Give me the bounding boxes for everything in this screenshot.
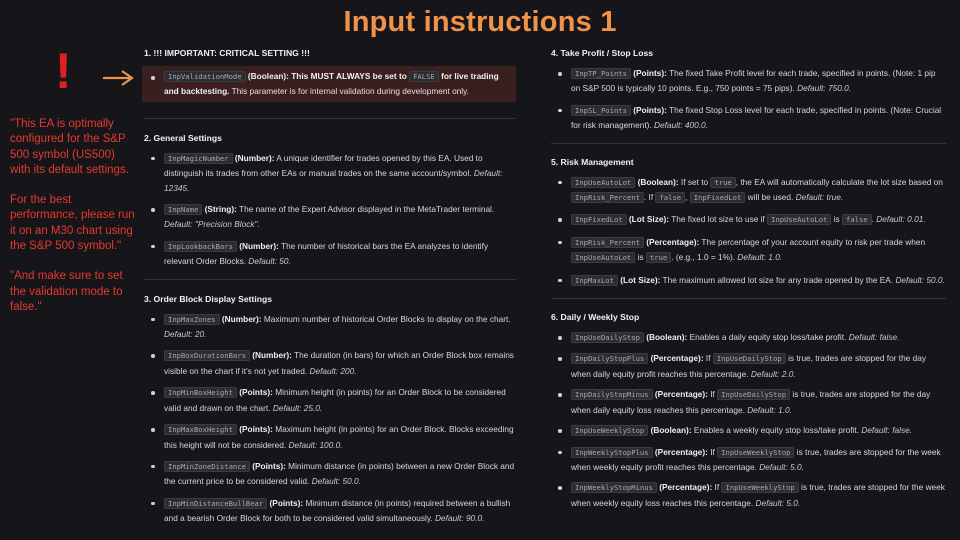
param-code: InpMinZoneDistance bbox=[164, 461, 250, 472]
param-type: (Points): bbox=[239, 387, 273, 398]
list-item bbox=[144, 422, 516, 452]
param-desc: is bbox=[637, 252, 644, 263]
list-item bbox=[144, 496, 516, 526]
param-default: Default: 100.0. bbox=[288, 439, 343, 450]
param-code: InpSL_Points bbox=[571, 105, 631, 116]
param-default: Default: 12345. bbox=[164, 168, 503, 193]
param-desc: If bbox=[710, 446, 715, 457]
param-desc: If bbox=[710, 389, 715, 400]
divider bbox=[551, 143, 946, 144]
param-type: (Percentage): bbox=[646, 236, 700, 247]
param-desc: Maximum number of historical Order Blocks to display on the chart. bbox=[263, 313, 511, 324]
param-default: Default: 20. bbox=[164, 329, 207, 340]
param-default: Default: 5.0. bbox=[755, 497, 801, 508]
param-desc: Minimum distance (in points) between a new Order Block and the current price to be considered valid. bbox=[164, 460, 515, 487]
side-note-line: "This EA is optimally configured for the S&P 500 symbol (US500) with its default settings. bbox=[10, 118, 129, 176]
section-title: 3. Order Block Display Settings bbox=[144, 293, 272, 304]
param-default: Default: 2.0. bbox=[750, 368, 796, 379]
list-item bbox=[551, 235, 946, 266]
param-type: (Lot Size): bbox=[620, 274, 661, 285]
param-code: InpFixedLot bbox=[690, 192, 746, 203]
divider bbox=[144, 118, 516, 119]
param-code: FALSE bbox=[409, 71, 439, 82]
param-code: InpUseDailyStop bbox=[717, 389, 790, 400]
critical-text: This MUST ALWAYS be set to bbox=[291, 71, 407, 81]
param-default: Default: 5.0. bbox=[759, 461, 804, 472]
param-code: InpWeeklyStopPlus bbox=[571, 447, 653, 458]
param-default: Default: false. bbox=[861, 425, 913, 436]
param-desc: is true, trades are stopped for the week when weekly equity loss reaches this percentage. bbox=[571, 482, 945, 508]
param-code: InpUseDailyStop bbox=[713, 353, 786, 364]
critical-text: for live trading and backtesting. bbox=[164, 71, 499, 97]
param-code: InpBoxDurationBars bbox=[164, 350, 250, 361]
param-code: InpLookbackBars bbox=[164, 241, 237, 252]
list-item bbox=[144, 348, 516, 378]
param-type: (Percentage): bbox=[654, 389, 708, 400]
list-item bbox=[144, 239, 516, 269]
param-desc: If set to bbox=[680, 176, 709, 187]
section-title: 4. Take Profit / Stop Loss bbox=[551, 48, 654, 58]
param-desc: The number of historical bars the EA analyzes to identify relevant Order Blocks. bbox=[164, 240, 489, 267]
section-title: 1. !!! IMPORTANT: CRITICAL SETTING !!! bbox=[144, 48, 310, 58]
param-type: (Lot Size): bbox=[628, 214, 670, 225]
param-desc: , the EA will automatically calculate the lot size based on bbox=[735, 176, 943, 187]
list-item bbox=[551, 480, 946, 510]
param-code: InpRisk_Percent bbox=[571, 237, 644, 248]
list-item bbox=[551, 212, 946, 227]
side-note-line: For the best performance, please run it on an M30 chart using the S&P 500 symbol." bbox=[10, 194, 135, 253]
param-default: Default: 200. bbox=[309, 365, 357, 376]
param-code: InpUseAutoLot bbox=[571, 177, 635, 188]
param-code: true bbox=[710, 177, 735, 188]
param-default: Default: 400.0. bbox=[654, 120, 708, 131]
param-code: false bbox=[842, 214, 872, 225]
list-item bbox=[144, 385, 516, 415]
param-type: (Percentage): bbox=[654, 446, 708, 457]
side-note-line: "And make sure to set the validation mode to false." bbox=[10, 270, 123, 313]
param-code: InpUseWeeklyStop bbox=[571, 425, 648, 436]
param-default: Default: 50.0. bbox=[311, 476, 361, 487]
param-code: InpUseWeeklyStop bbox=[721, 482, 798, 493]
param-type: (Percentage): bbox=[650, 353, 704, 364]
param-type: (Boolean): bbox=[646, 332, 688, 343]
list-item bbox=[551, 66, 946, 96]
param-desc: Minimum distance (in points) required between a bullish and a bearish Order Block for both to be considered valid simultaneously. bbox=[164, 497, 511, 524]
param-desc: will be used. bbox=[747, 192, 794, 203]
param-code: InpDailyStopPlus bbox=[571, 353, 648, 364]
param-default: Default: 90.0. bbox=[435, 513, 485, 524]
param-desc: is bbox=[833, 214, 840, 225]
list-item bbox=[551, 273, 946, 288]
param-code: InpUseWeeklyStop bbox=[717, 447, 794, 458]
param-type: (String): bbox=[204, 204, 237, 215]
param-desc: , bbox=[685, 192, 688, 203]
critical-text: This parameter is for internal validation during development only. bbox=[231, 86, 469, 97]
param-type: (Percentage): bbox=[659, 482, 713, 493]
param-code: true bbox=[646, 252, 671, 263]
param-desc: The fixed lot size to use if bbox=[671, 214, 765, 225]
list-item bbox=[551, 175, 946, 206]
section-title: 2. General Settings bbox=[144, 132, 222, 143]
param-desc: . (e.g., 1.0 = 1%). bbox=[671, 252, 736, 263]
divider bbox=[144, 279, 516, 280]
param-code: false bbox=[655, 192, 685, 203]
param-type: (Number): bbox=[252, 350, 292, 361]
param-type: (Number): bbox=[239, 240, 279, 251]
section-title: 6. Daily / Weekly Stop bbox=[551, 312, 640, 323]
param-desc: The fixed Take Profit level for each trade, specified in points. (Note: 1 pip on S&P 500 is typically 10 points. E.g., 750 points = 75 pips). bbox=[571, 68, 936, 94]
param-default: Default: "Precision Block". bbox=[164, 219, 260, 230]
param-default: Default: 1.0. bbox=[747, 404, 792, 415]
param-desc: The name of the Expert Advisor displayed in the MetaTrader terminal. bbox=[239, 204, 495, 215]
side-note bbox=[10, 117, 138, 315]
param-desc: The duration (in bars) for which an Order Block box remains visible on the chart if it's not yet traded. bbox=[164, 350, 514, 376]
param-type: (Boolean): bbox=[247, 71, 289, 81]
param-code: InpMinBoxHeight bbox=[164, 387, 237, 398]
param-code: InpWeeklyStopMinus bbox=[571, 482, 657, 493]
param-desc: If bbox=[705, 353, 711, 364]
param-code: InpMagicNumber bbox=[164, 153, 233, 164]
param-desc: Enables a weekly equity stop loss/take profit. bbox=[693, 425, 860, 436]
list-item bbox=[144, 151, 516, 195]
param-default: Default: 25.0. bbox=[272, 402, 323, 413]
param-desc: is true, trades are stopped for the day when daily equity profit reaches this percentage. bbox=[571, 353, 926, 379]
param-code: InpUseAutoLot bbox=[767, 214, 831, 225]
slide-title: Input instructions 1 bbox=[343, 6, 617, 38]
param-type: (Boolean): bbox=[637, 176, 679, 187]
list-item bbox=[551, 351, 946, 381]
param-code: InpUseAutoLot bbox=[571, 252, 635, 263]
param-type: (Points): bbox=[269, 497, 304, 508]
param-type: (Points): bbox=[633, 104, 667, 115]
right-column bbox=[551, 46, 946, 510]
param-desc: . If bbox=[643, 192, 654, 203]
param-code: InpValidationMode bbox=[164, 71, 246, 82]
param-default: Default: 1.0. bbox=[737, 252, 783, 263]
param-desc: Minimum height (in points) for an Order Block to be considered valid and drawn on the chart. bbox=[164, 387, 506, 413]
param-desc: If bbox=[714, 482, 720, 493]
list-item bbox=[551, 387, 946, 417]
list-item bbox=[144, 459, 516, 489]
param-code: InpName bbox=[164, 204, 202, 215]
param-desc: The maximum allowed lot size for any trade opened by the EA. bbox=[662, 274, 894, 285]
param-default: Default: 50.0. bbox=[895, 274, 945, 285]
param-default: Default: 750.0. bbox=[797, 83, 852, 94]
param-default: Default: 0.01. bbox=[876, 214, 926, 225]
list-item bbox=[144, 202, 516, 232]
param-code: InpDailyStopMinus bbox=[571, 389, 653, 400]
param-desc: A unique identifier for trades opened by this EA. Used to distinguish its trades from other EAs or manual trades on the same account/symbol. bbox=[164, 152, 483, 179]
divider bbox=[551, 298, 946, 299]
exclamation-icon: ! bbox=[55, 43, 72, 99]
param-default: Default: true. bbox=[795, 192, 844, 203]
param-code: InpRisk_Percent bbox=[571, 192, 644, 203]
list-item bbox=[551, 330, 946, 345]
param-desc: The fixed Stop Loss level for each trade, specified in points. (Note: Crucial for risk management). bbox=[571, 104, 942, 131]
param-code: InpMaxLot bbox=[571, 275, 618, 286]
param-desc: The percentage of your account equity to risk per trade when bbox=[701, 236, 926, 247]
section-title: 5. Risk Management bbox=[551, 156, 634, 167]
param-code: InpMaxZones bbox=[164, 314, 220, 325]
param-type: (Boolean): bbox=[650, 425, 692, 436]
param-type: (Number): bbox=[234, 152, 275, 163]
param-type: (Points): bbox=[252, 460, 286, 471]
list-item bbox=[144, 312, 516, 342]
param-desc: is true, trades are stopped for the week when weekly equity profit reaches this percentage. bbox=[571, 446, 941, 472]
param-desc: is true, trades are stopped for the day when daily equity loss reaches this percentage. bbox=[571, 389, 931, 415]
param-code: InpUseDailyStop bbox=[571, 332, 644, 343]
list-item bbox=[551, 423, 946, 438]
param-type: (Number): bbox=[221, 313, 262, 324]
param-code: InpMaxBoxHeight bbox=[164, 424, 237, 435]
arrow-right-icon bbox=[101, 69, 135, 87]
param-desc: . bbox=[871, 214, 874, 225]
param-desc: Enables a daily equity stop loss/take profit. bbox=[689, 332, 847, 343]
param-desc: Maximum height (in points) for an Order Block. Blocks exceeding this height will not be considered. bbox=[164, 424, 514, 450]
param-type: (Points): bbox=[239, 424, 273, 435]
list-item bbox=[551, 103, 946, 133]
param-code: InpFixedLot bbox=[571, 214, 627, 225]
list-item bbox=[551, 445, 946, 475]
left-column bbox=[144, 46, 516, 526]
param-code: InpTP_Points bbox=[571, 68, 631, 79]
param-default: Default: false. bbox=[848, 332, 900, 343]
param-default: Default: 50. bbox=[248, 256, 291, 267]
param-type: (Points): bbox=[633, 68, 667, 78]
critical-setting-item bbox=[142, 66, 516, 102]
param-code: InpMinDistanceBullBear bbox=[164, 498, 267, 509]
